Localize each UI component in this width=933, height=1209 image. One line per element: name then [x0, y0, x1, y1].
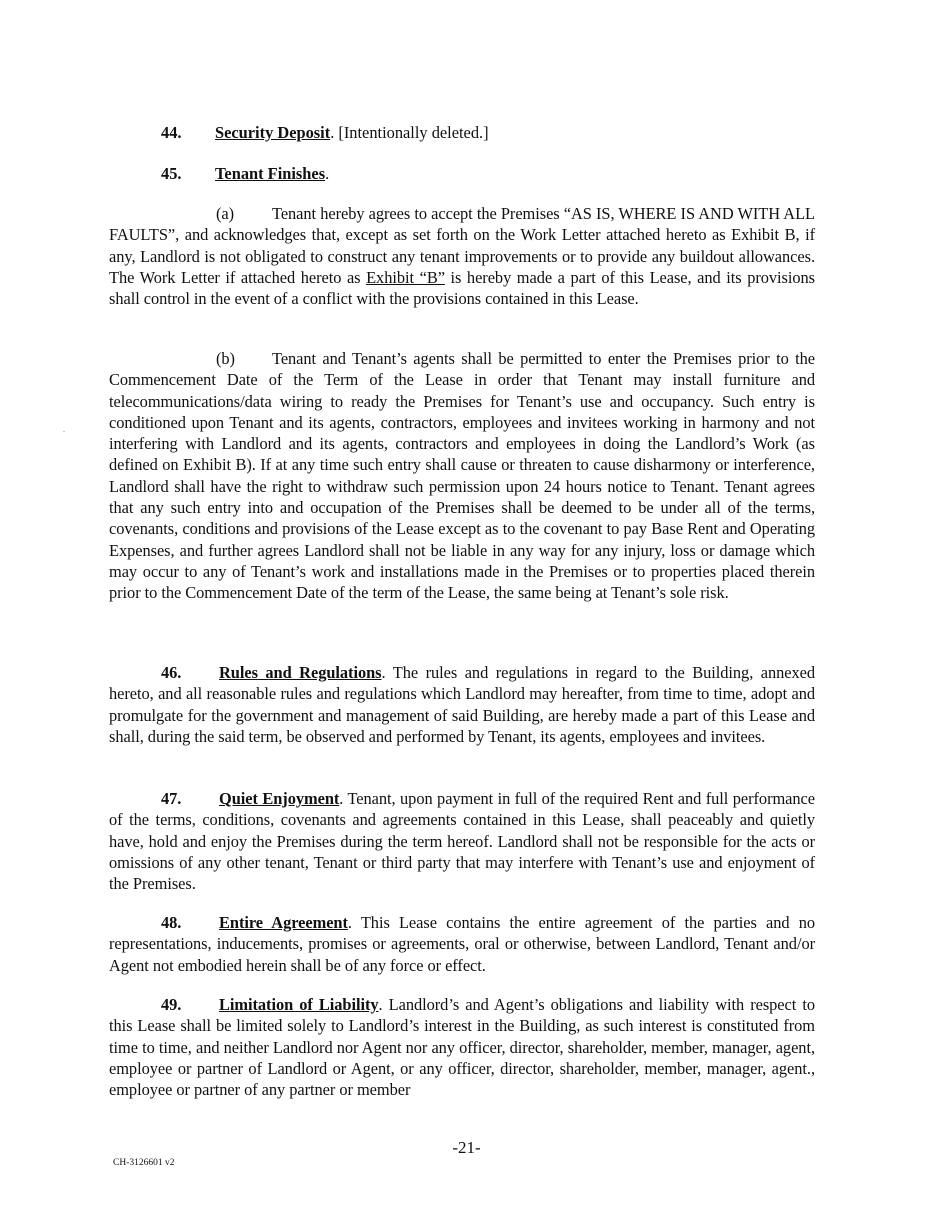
section-text: . This Lease contains the entire agreement of the parties and no representations, inducements, promises or agreements, oral or otherwise, between Landlord, Tenant and/or Agent not embodied herein shall be of any force or effect. — [109, 913, 815, 975]
section-text: . [Intentionally deleted.] — [330, 123, 489, 142]
section-45-a — [109, 203, 815, 309]
subsection-label: (a) — [216, 204, 235, 223]
page-number: -21- — [452, 1138, 481, 1157]
section-text: . The rules and regulations in regard to the Building, annexed hereto, and all reasonable rules and regulations which Landlord may hereafter, from time to time, adopt and promulgate for the government and management of said Building, are hereby made a part of this Lease and shall, during the said term, be observed and performed by Tenant, its agents, employees and invitees. — [109, 663, 815, 746]
section-number: 45. — [161, 164, 182, 183]
section-46 — [109, 662, 815, 747]
section-49 — [109, 994, 815, 1100]
subsection-text: Tenant and Tenant’s agents shall be permitted to enter the Premises prior to the Commencement Date of the Term of the Lease in order that Tenant may install furniture and telecommunications/data wiring to ready the Premises for Tenant’s use and occupancy. Such entry is conditioned upon Tenant and its agents, contractors, employees and invitees working in harmony and not interfering with Landlord and its agents, contractors and employees in doing the Landlord’s Work (as defined on Exhibit B). If at any time such entry shall cause or threaten to cause disharmony or interference, Landlord shall have the right to withdraw such permission upon 24 hours notice to Tenant. Tenant agrees that any such entry into and occupation of the Premises shall be deemed to be under all of the terms, covenants, conditions and provisions of the Lease except as to the covenant to pay Base Rent and Operating Expenses, and further agrees Landlord shall not be liable in any way for any injury, loss or damage which may occur to any of Tenant’s work and installations made in the Premises or to properties placed therein prior to the Commencement Date of the term of the Lease, the same being at Tenant’s sole risk. — [109, 349, 815, 603]
subsection-text-cont: is hereby made a part of this Lease, and its provisions shall control in the event of a conflict with the provisions contained in this Lease. — [109, 267, 815, 309]
section-number: 46. — [161, 663, 182, 682]
section-number: 49. — [161, 995, 182, 1014]
section-45-b — [109, 348, 815, 604]
section-44 — [109, 122, 815, 143]
subsection-label: (b) — [216, 349, 235, 368]
section-47 — [109, 788, 815, 894]
section-title: Security Deposit — [215, 123, 331, 142]
section-45 — [109, 163, 815, 184]
document-id: CH-3126601 v2 — [113, 1158, 175, 1168]
section-text: . Tenant, upon payment in full of the required Rent and full performance of the terms, conditions, covenants and agreements contained in this Lease, shall peaceably and quietly have, hold and enjoy the Premises during the term hereof. Landlord shall not be responsible for the acts or omissions of any other tenant, Tenant or third party that may interfere with Tenant’s use and enjoyment of the Premises. — [109, 789, 815, 894]
section-title: Tenant Finishes — [215, 164, 326, 183]
section-title: Rules and Regulations — [219, 663, 382, 682]
section-number: 48. — [161, 913, 182, 932]
section-title-suffix: . — [325, 164, 330, 183]
section-title: Quiet Enjoyment — [219, 789, 340, 808]
exhibit-b-reference: Exhibit “B” — [366, 267, 445, 287]
section-number: 47. — [161, 789, 182, 808]
scan-speck — [63, 431, 65, 432]
subsection-text: Tenant hereby agrees to accept the Premises “AS IS, WHERE IS AND WITH ALL FAULTS”, and acknowledges that, except as set forth on the Work Letter attached hereto as Exhibit B, if any, Landlord is not obligated to construct any tenant improvements or to provide any buildout allowances. The Work Letter if attached hereto as — [109, 204, 815, 287]
section-number: 44. — [161, 123, 182, 142]
section-48 — [109, 912, 815, 976]
section-text: . Landlord’s and Agent’s obligations and liability with respect to this Lease shall be limited solely to Landlord’s interest in the Building, as such interest is constituted from time to time, and neither Landlord nor Agent nor any officer, director, shareholder, member, manager, agent, employee or partner of Landlord or Agent, or any officer, director, shareholder, member, manager, agent., employee or partner of any partner or member — [109, 995, 815, 1100]
section-title: Limitation of Liability — [219, 995, 379, 1014]
section-title: Entire Agreement — [219, 913, 348, 932]
